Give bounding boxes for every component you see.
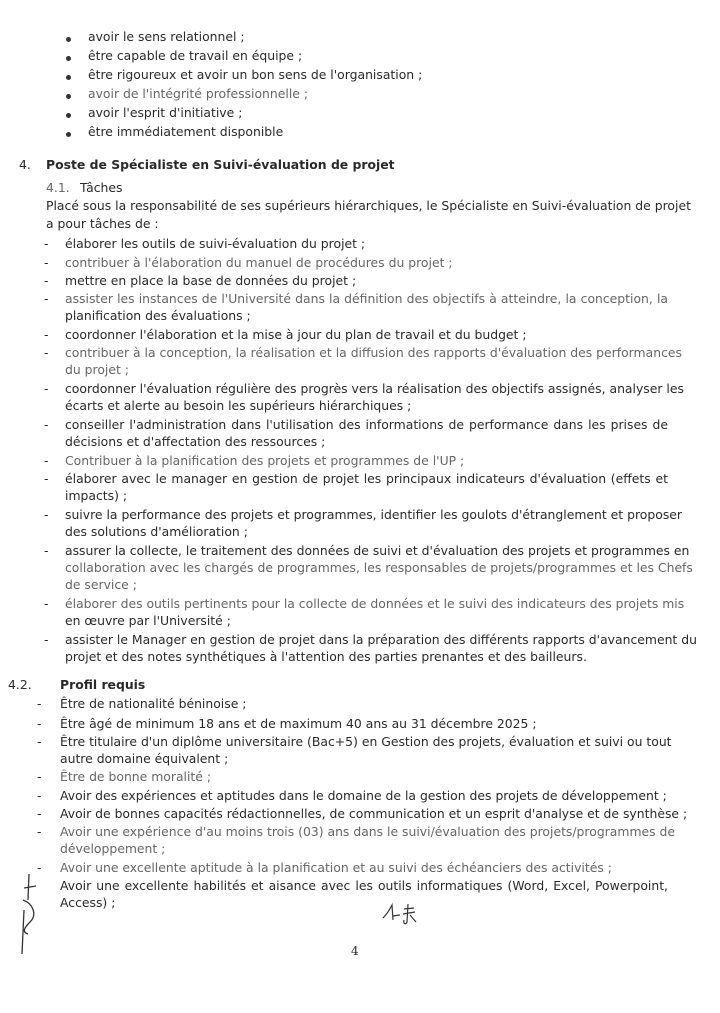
dash-icon: - [44,236,49,251]
list-item: contribuer à la conception, la réalisation et la diffusion des rapports d'évaluation des performances [65,345,682,360]
list-item: avoir l'esprit d'initiative ; [88,105,243,120]
list-item-continuation: planification des évaluations ; [65,308,251,323]
bullet-icon [66,75,71,80]
intro-paragraph: Placé sous la responsabilité de ses supérieurs hiérarchiques, le Spécialiste en Suivi-évaluation de projet [46,198,691,213]
dash-icon: - [44,345,49,360]
list-item: Avoir une excellente habilités et aisance avec les outils informatiques (Word, Excel, Powerpoint, [60,878,668,893]
dash-icon: - [44,543,49,558]
list-item: contribuer à l'élaboration du manuel de procédures du projet ; [65,255,453,270]
bullet-icon [66,56,71,61]
dash-icon: - [44,596,49,611]
intro-paragraph: a pour tâches de : [46,216,159,231]
list-item: Avoir une expérience d'au moins trois (03) ans dans le suivi/évaluation des projets/programmes de [60,824,676,839]
bullet-icon [66,113,71,118]
list-item-continuation: autre domaine équivalent ; [60,751,229,766]
list-item: Être de bonne moralité ; [60,769,212,784]
dash-icon: - [44,453,49,468]
dash-icon: - [44,327,49,342]
dash-icon: - [44,417,49,432]
dash-icon: - [37,788,42,803]
list-item: mettre en place la base de données du projet ; [65,273,357,288]
bullet-icon [66,94,71,99]
list-item: suivre la performance des projets et programmes, identifier les goulots d'étranglement et proposer [65,507,682,522]
dash-icon: - [37,824,42,839]
list-item: assurer la collecte, le traitement des données de suivi et d'évaluation des projets et programmes en [65,543,690,558]
list-item: Avoir une excellente aptitude à la planification et au suivi des échéanciers des activités ; [60,860,612,875]
dash-icon: - [44,291,49,306]
list-item: avoir de l'intégrité professionnelle ; [88,86,308,101]
dash-icon: - [37,716,42,731]
section-number: 4. [19,157,31,172]
dash-icon: - [37,696,42,711]
list-item-continuation: Access) ; [60,895,116,910]
dash-icon: - [44,471,49,486]
list-item: conseiller l'administration dans l'utilisation des informations de performance dans les prises de [65,417,668,432]
list-item: assister le Manager en gestion de projet dans la préparation des différents rapports d'avancement du [65,632,697,647]
bullet-icon [66,132,71,137]
list-item-continuation: de service ; [65,577,137,592]
list-item: élaborer avec le manager en gestion de projet les principaux indicateurs d'évaluation (effets et [65,471,668,486]
list-item-continuation: collaboration avec les chargés de programmes, les responsables de projets/programmes et les Chefs [65,560,693,575]
dash-icon: - [37,769,42,784]
list-item-continuation: décisions et d'affectation des ressources ; [65,434,326,449]
list-item: être rigoureux et avoir un bon sens de l'organisation ; [88,67,423,82]
dash-icon: - [44,255,49,270]
list-item-continuation: du projet ; [65,362,129,377]
initials-signature-icon [380,900,430,926]
list-item: élaborer les outils de suivi-évaluation du projet ; [65,236,366,251]
subsection-number: 4.1. [46,180,70,195]
list-item-continuation: projet et des notes synthétiques à l'attention des parties prenantes et des bailleurs. [65,649,587,664]
dash-icon: - [44,381,49,396]
list-item: être immédiatement disponible [88,124,284,139]
subsection-number: 4.2. [8,677,32,692]
list-item: assister les instances de l'Université dans la définition des objectifs à atteindre, la conception, la [65,291,668,306]
list-item: Être de nationalité béninoise ; [60,696,247,711]
dash-icon: - [37,860,42,875]
list-item-continuation: développement ; [60,841,166,856]
list-item-continuation: écarts et alerte au besoin les supérieurs hiérarchiques ; [65,398,412,413]
list-item: avoir le sens relationnel ; [88,29,245,44]
dash-icon: - [37,806,42,821]
dash-icon: - [44,273,49,288]
section-title: Poste de Spécialiste en Suivi-évaluation de projet [46,157,395,172]
subsection-title: Tâches [80,180,123,195]
list-item-continuation: en œuvre par l'Université ; [65,613,231,628]
list-item: Être titulaire d'un diplôme universitaire (Bac+5) en Gestion des projets, évaluation et suivi ou tout [60,734,672,749]
list-item: Être âgé de minimum 18 ans et de maximum 40 ans au 31 décembre 2025 ; [60,716,537,731]
list-item: coordonner l'évaluation régulière des progrès vers la réalisation des objectifs assignés, analyser les [65,381,684,396]
list-item-continuation: des solutions d'amélioration ; [65,524,248,539]
page-number: 4 [351,944,359,958]
list-item: élaborer des outils pertinents pour la collecte de données et le suivi des indicateurs des projets mis [65,596,685,611]
list-item: Avoir des expériences et aptitudes dans le domaine de la gestion des projets de développement ; [60,788,667,803]
list-item: être capable de travail en équipe ; [88,48,303,63]
list-item: coordonner l'élaboration et la mise à jour du plan de travail et du budget ; [65,327,527,342]
list-item: Contribuer à la planification des projets et programmes de l'UP ; [65,453,465,468]
list-item: Avoir de bonnes capacités rédactionnelles, de communication et un esprit d'analyse et de synthèse ; [60,806,688,821]
list-item-continuation: impacts) ; [65,488,128,503]
margin-signature-icon [14,870,44,960]
dash-icon: - [37,734,42,749]
dash-icon: - [44,632,49,647]
dash-icon: - [44,507,49,522]
bullet-icon [66,37,71,42]
subsection-title: Profil requis [60,677,146,692]
